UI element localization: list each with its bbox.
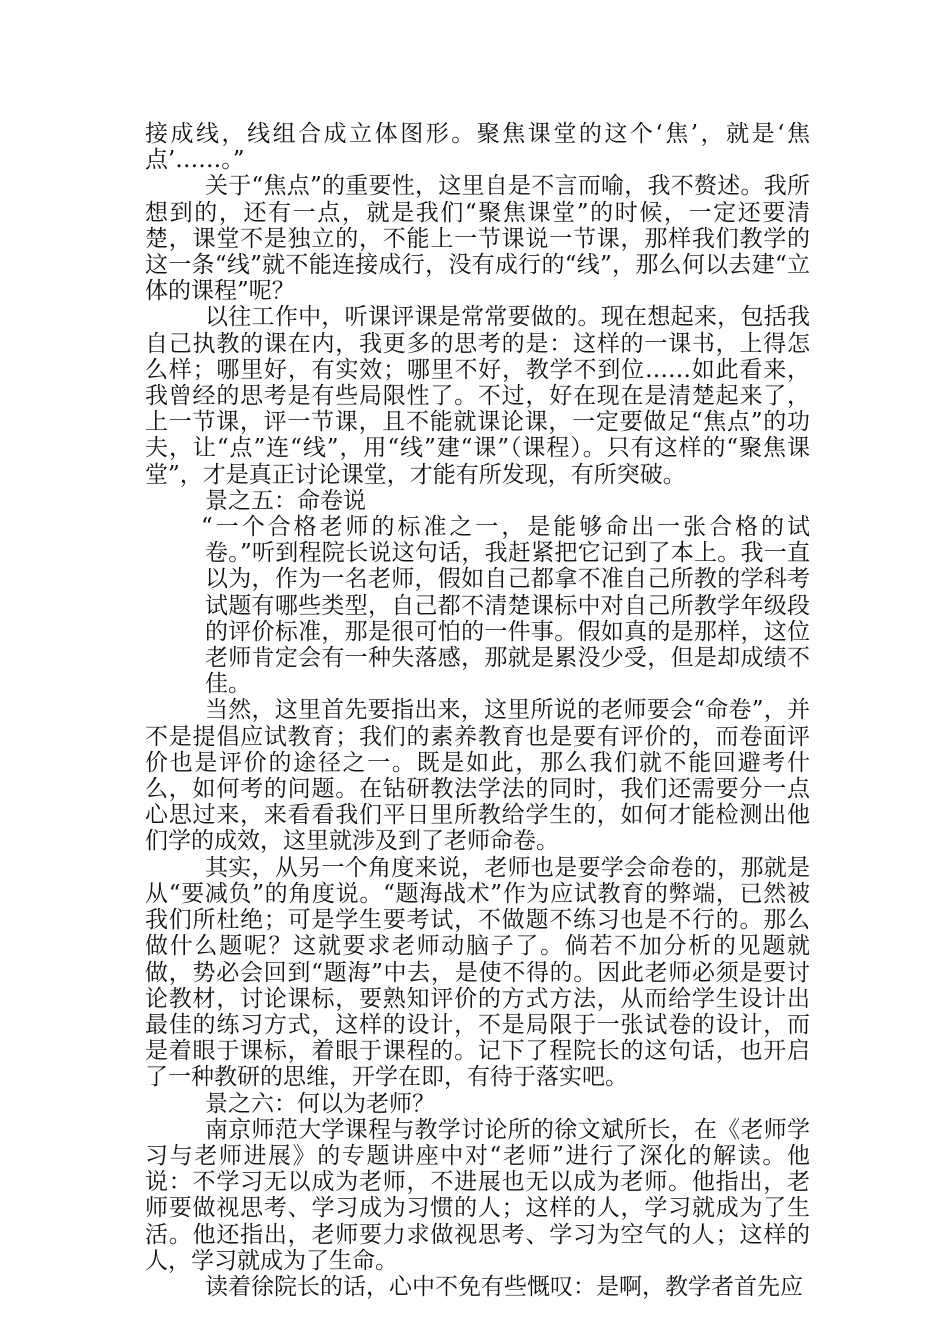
paragraph-exam-quote: “一个合格老师的标准之一，是能够命出一张合格的试卷。”听到程院长说这句话，我赶紧把它记到了本上。我一直以为，作为一名老师，假如自己都拿不准自己所教的学科考试题有哪些类型，自己都不清楚课标中对自己所教学年级段的评价标准，那是很可怕的一件事。假如真的是那样，这位老师肯定会有一种失落感，那就是累没少受，但是却成绩不佳。: [201, 514, 810, 698]
paragraph-exam-evaluation: 当然，这里首先要指出来，这里所说的老师要会“命卷”，并不是提倡应试教育；我们的素养教育也是要有评价的，而卷面评价也是评价的途径之一。既是如此，那么我们就不能回避考什么，如何考的问题。在钻研教法学法的同时，我们还需要分一点心思过来，来看看我们平日里所教给学生的，如何才能检测出他们学的成效，这里就涉及到了老师命卷。: [145, 697, 810, 855]
paragraph-reduce-burden: 其实，从另一个角度来说，老师也是要学会命卷的，那就是从“要减负”的角度说。“题海战术”作为应试教育的弊端，已然被我们所杜绝；可是学生要考试，不做题不练习也是不行的。那么做什么题呢？这就要求老师动脑子了。倘若不加分析的见题就做，势必会回到“题海”中去，是使不得的。因此老师必须是要讨论教材，讨论课标，要熟知评价的方式方法，从而给学生设计出最佳的练习方式，这样的设计，不是局限于一张试卷的设计，而是着眼于课标，着眼于课程的。记下了程院长的这句话，也开启了一种教研的思维，开学在即，有待于落实吧。: [145, 854, 810, 1091]
paragraph-continuation: 接成线，线组合成立体图形。聚焦课堂的这个‘焦’，就是‘焦点’……。”: [145, 121, 810, 174]
paragraph-focus-importance: 关于“焦点”的重要性，这里自是不言而喻，我不赘述。我所想到的，还有一点，就是我们“聚焦课堂”的时候，一定还要清楚，课堂不是独立的，不能上一节课说一节课，那样我们教学的这一条“线”就不能连接成行，没有成行的“线”，那么何以去建“立体的课程”呢？: [145, 173, 810, 305]
document-body: [145, 121, 810, 1300]
paragraph-teacher-learning: 南京师范大学课程与教学讨论所的徐文斌所长，在《老师学习与老师进展》的专题讲座中对“老师”进行了深化的解读。他说：不学习无以成为老师，不进展也无以成为老师。他指出，老师要做视思考、学习成为习惯的人；这样的人，学习就成为了生活。他还指出，老师要力求做视思考、学习为空气的人；这样的人，学习就成为了生命。: [145, 1116, 810, 1274]
paragraph-reflection: 读着徐院长的话，心中不免有些慨叹：是啊，教学者首先应: [205, 1273, 803, 1300]
paragraph-lesson-review: 以往工作中，听课评课是常常要做的。现在想起来，包括我自己执教的课在内，我更多的思考的是：这样的一课书，上得怎么样；哪里好，有实效；哪里不好，教学不到位……如此看来，我曾经的思考是有些局限性了。不过，好在现在是清楚起来了，上一节课，评一节课，且不能就课论课，一定要做足“焦点”的功夫，让“点”连“线”，用“线”建“课”（课程）。只有这样的“聚焦课堂”，才是真正讨论课堂，才能有所发现，有所突破。: [145, 304, 810, 488]
section-heading-5: 景之五：命卷说: [205, 487, 366, 514]
section-heading-6: 景之六：何以为老师？: [205, 1090, 435, 1117]
